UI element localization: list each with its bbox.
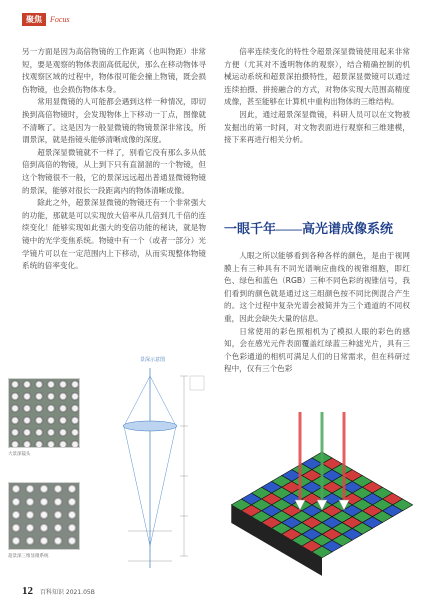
lens-array-photo: [8, 482, 80, 550]
bayer-sensor-illustration: [222, 412, 422, 592]
publication-info: 百科知识 2021.05B: [40, 589, 95, 596]
page-number: 12: [22, 585, 33, 597]
photo-caption: 大景深镜头: [8, 452, 31, 457]
paragraph: 常用显微镜的人可能都会遇到这样一种情况，即切换到高倍物镜时，会发现物体上下移动一丁点，图像就不清晰了。这是因为一般显微镜的物镜景深非常浅，所谓景深，就是指镜头能够清晰成像的深度。: [22, 97, 206, 145]
paragraph: 因此，通过超景深显微镜，科研人员可以在文物被发掘出的第一时间，对文物表面进行观察和三维建模，接下来再进行相关分析。: [224, 109, 410, 145]
paragraph: 人眼之所以能够看到各种各样的颜色，是由于视网膜上有三种具有不同光谱响应曲线的视锥细胞，即红色、绿色和蓝色（RGB）三种不同色彩的视锥信号，我们看到的颜色就是通过这三组颜色按不同比例混合产生的。这个过程中复杂光谱会被简并为三个通道的不同权重，因此会缺失大量的信息。: [224, 251, 410, 323]
paragraph: 倍率连续变化的特性令超景深显微镜使用起来非常方便（尤其对不透明物体的观察），结合精确控制的机械运动系统和超景深拍摄特性，超景深显微镜可以通过连续拍摄、拼接融合的方式，对物体实现大范围高精度成像，甚至能够在计算机中重构出物体的三维结构。: [224, 47, 410, 107]
photo-caption: 超景深三维显微系统: [8, 554, 49, 559]
right-column-lower: [224, 250, 410, 376]
section-subtitle: Focus: [50, 14, 70, 24]
depth-of-field-diagram: [104, 356, 222, 576]
diagram-title: 景深示意图: [140, 357, 166, 363]
section-badge: 聚焦: [22, 13, 46, 26]
paragraph: 除此之外，超景深显微镜的物镜还有一个非常强大的功能，那就是可以实现放大倍率从几倍到几千倍的连续变化！能够实现如此强大的变倍功能的秘诀，就是物镜中的光学变焦系统。物镜中有一个（或者一部分）光学镜片可以在一定范围内上下移动，从而实现整体物镜系统的倍率变化。: [22, 198, 206, 271]
left-column: [22, 46, 206, 273]
lens-array-photo: [8, 378, 80, 448]
section-title: 一眼千年——高光谱成像系统: [224, 221, 394, 236]
page-header: [22, 12, 70, 26]
paragraph: 日常使用的彩色照相机为了模拟人眼的彩色的感知，会在感光元件表面覆盖红绿蓝三种滤光片，具有三个色彩通道的相机可满足人们的日常需求，但在科研过程中，仅有三个色彩: [224, 326, 410, 374]
right-column: [224, 46, 410, 147]
paragraph: 另一方面是因为高倍物镜的工作距离（也叫物距）非常短，要是观察的物体表面高低起伏，那么在移动物体寻找观察区域的过程中，物体很可能会撞上物镜，既会损伤物镜，也会损伤物体本身。: [22, 47, 206, 94]
paragraph: 超景深显微镜就不一样了，别看它没有那么多从低倍到高倍的物镜，从上到下只有直溜溜的一个物镜，但这个物镜很不一般，它的景深远远超出普通显微镜物镜的景深，能够对很长一段距离内的物体清晰成像。: [22, 147, 206, 195]
